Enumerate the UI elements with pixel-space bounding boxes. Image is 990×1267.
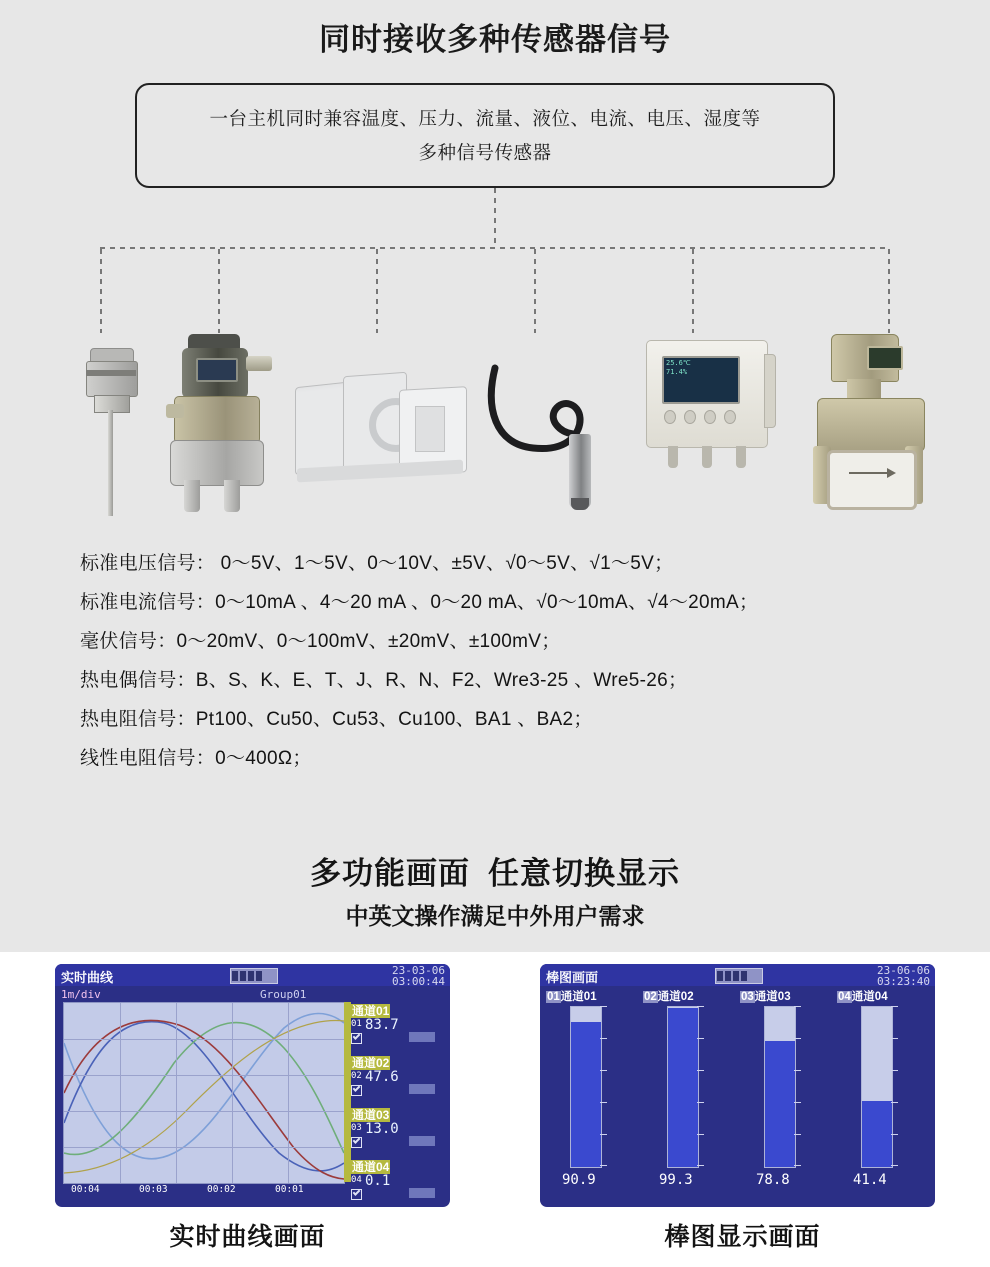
curve-group-label: Group01 — [260, 988, 307, 1001]
screen-realtime-curve — [55, 964, 450, 1207]
section2-title — [0, 848, 990, 893]
device-row — [0, 330, 990, 520]
spec-line-voltage: 标准电压信号： 0～5V、1～5V、0～10V、±5V、√0～5V、√1～5V； — [80, 553, 674, 574]
wall-display-readout — [666, 359, 691, 377]
curve-channel-index: 02 — [351, 1071, 362, 1081]
curve-channel-value: 0.1 — [365, 1173, 391, 1189]
callout-line-2: 多种信号传感器 — [418, 141, 552, 163]
bar-column-header: 02通道02 — [644, 991, 694, 1003]
connector-drop-6 — [888, 249, 890, 333]
curve-screen-time: 03:00:44 — [392, 975, 445, 988]
screens-section — [0, 952, 990, 1267]
curve-channel-item[interactable] — [351, 1002, 443, 1048]
wall-display-button-4 — [724, 410, 736, 424]
signal-spec-list — [80, 552, 960, 786]
bar-columns — [546, 988, 929, 1202]
bar-screen-date: 23-06-06 — [877, 964, 930, 977]
curve-channel-bar — [409, 1084, 435, 1094]
curve-scale-strip — [344, 1002, 351, 1182]
bar-ticks — [600, 1006, 609, 1166]
curve-channel-bar — [409, 1136, 435, 1146]
wall-mount-display-image — [640, 340, 780, 480]
bar-fill — [862, 1101, 892, 1167]
curve-screen-date: 23-03-06 — [392, 964, 445, 977]
panel-caption-curve: 实时曲线画面 — [169, 1223, 326, 1251]
curve-x-axis — [63, 1184, 345, 1198]
curve-channel-item[interactable] — [351, 1158, 443, 1204]
wall-display-line-2: 71.4% — [666, 368, 688, 376]
bar-screen-icon — [715, 968, 763, 984]
curve-channel-index: 01 — [351, 1019, 362, 1029]
section1-title: 同时接收多种传感器信号 — [319, 22, 671, 57]
bar-screen-topbar — [540, 964, 935, 986]
panel-bar-graph — [495, 952, 990, 1267]
electromagnetic-flowmeter-image — [795, 334, 945, 514]
bar-column-header: 04通道04 — [838, 991, 888, 1003]
curve-screen-datetime — [392, 965, 445, 987]
wall-display-button-1 — [664, 410, 676, 424]
bar-ticks — [697, 1006, 706, 1166]
curve-channel-name: 通道02 — [352, 1056, 390, 1070]
bar-column-header: 01通道01 — [547, 991, 597, 1003]
curve-channel-index: 03 — [351, 1123, 362, 1133]
bar-track — [570, 1006, 602, 1168]
bar-screen-title: 棒图画面 — [546, 970, 599, 985]
current-clamp-sensor-image — [295, 372, 475, 502]
bar-ticks — [891, 1006, 900, 1166]
bar-track — [764, 1006, 796, 1168]
bar-screen-datetime — [877, 965, 930, 987]
bar-fill — [668, 1008, 698, 1167]
bar-fill — [571, 1022, 601, 1167]
curve-channel-value: 13.0 — [365, 1121, 399, 1137]
curve-channel-checkbox[interactable] — [351, 1137, 362, 1148]
pressure-transmitter-image — [150, 330, 285, 520]
curve-channel-list — [351, 1002, 443, 1202]
curve-channel-name: 通道03 — [352, 1108, 390, 1122]
bar-ticks — [794, 1006, 803, 1166]
connector-drop-4 — [534, 249, 536, 333]
curve-x-tick-2: 00:03 — [139, 1184, 168, 1195]
spec-line-resistance: 线性电阻信号：0～400Ω； — [80, 748, 312, 769]
bar-column-header: 03通道03 — [741, 991, 791, 1003]
spec-line-rtd: 热电阻信号：Pt100、Cu50、Cu53、Cu100、BA1 、BA2； — [80, 709, 593, 730]
curve-screen-title: 实时曲线 — [61, 970, 114, 985]
connector-drop-2 — [218, 249, 220, 333]
curve-channel-value: 47.6 — [365, 1069, 399, 1085]
wall-display-line-1: 25.6℃ — [666, 359, 691, 367]
curve-channel-index: 04 — [351, 1175, 362, 1185]
curve-channel-item[interactable] — [351, 1054, 443, 1100]
curve-x-tick-1: 00:04 — [71, 1184, 100, 1195]
temperature-probe-image — [72, 348, 152, 518]
bar-fill — [765, 1041, 795, 1167]
spec-line-current: 标准电流信号：0～10mA 、4～20 mA 、0～20 mA、√0～10mA、√4～20mA； — [80, 592, 759, 613]
curve-x-tick-4: 00:01 — [275, 1184, 304, 1195]
curve-channel-value: 83.7 — [365, 1017, 399, 1033]
curve-channel-checkbox[interactable] — [351, 1033, 362, 1044]
bar-screen-time: 03:23:40 — [877, 975, 930, 988]
curve-channel-checkbox[interactable] — [351, 1189, 362, 1200]
connector-drop-5 — [692, 249, 694, 333]
curve-channel-name: 通道04 — [352, 1160, 390, 1174]
connector-vertical-main — [494, 188, 496, 248]
bar-value: 41.4 — [853, 1172, 887, 1188]
curve-plot-area — [63, 1002, 345, 1184]
level-probe-image — [485, 358, 625, 508]
curve-channel-name: 通道01 — [352, 1004, 390, 1018]
curve-x-tick-3: 00:02 — [207, 1184, 236, 1195]
section2-title-part2: 任意切换显示 — [488, 856, 680, 891]
screen-bar-graph — [540, 964, 935, 1207]
section2-subtitle: 中英文操作满足中外用户需求 — [345, 903, 645, 929]
curve-channel-bar — [409, 1032, 435, 1042]
bar-value: 99.3 — [659, 1172, 693, 1188]
compatibility-callout — [135, 83, 835, 188]
section2-title-part1: 多功能画面 — [310, 856, 470, 891]
bar-value: 78.8 — [756, 1172, 790, 1188]
curve-traces — [64, 1003, 344, 1183]
curve-channel-checkbox[interactable] — [351, 1085, 362, 1096]
panel-caption-bar: 棒图显示画面 — [664, 1223, 821, 1251]
bar-track — [861, 1006, 893, 1168]
curve-channel-bar — [409, 1188, 435, 1198]
probe-cable-icon — [485, 358, 625, 508]
bar-track — [667, 1006, 699, 1168]
callout-line-1: 一台主机同时兼容温度、压力、流量、液位、电流、电压、湿度等 — [209, 107, 761, 129]
spec-line-thermocouple: 热电偶信号：B、S、K、E、T、J、R、N、F2、Wre3-25 、Wre5-26； — [80, 670, 688, 691]
curve-scale-label: 1m/div — [61, 988, 101, 1001]
curve-channel-item[interactable] — [351, 1106, 443, 1152]
wall-display-button-2 — [684, 410, 696, 424]
panel-realtime-curve — [0, 952, 495, 1267]
curve-screen-topbar — [55, 964, 450, 986]
spec-line-millivolt: 毫伏信号：0～20mV、0～100mV、±20mV、±100mV； — [80, 631, 561, 652]
curve-screen-icon — [230, 968, 278, 984]
bar-value: 90.9 — [562, 1172, 596, 1188]
wall-display-button-3 — [704, 410, 716, 424]
connector-drop-3 — [376, 249, 378, 333]
connector-drop-1 — [100, 249, 102, 333]
